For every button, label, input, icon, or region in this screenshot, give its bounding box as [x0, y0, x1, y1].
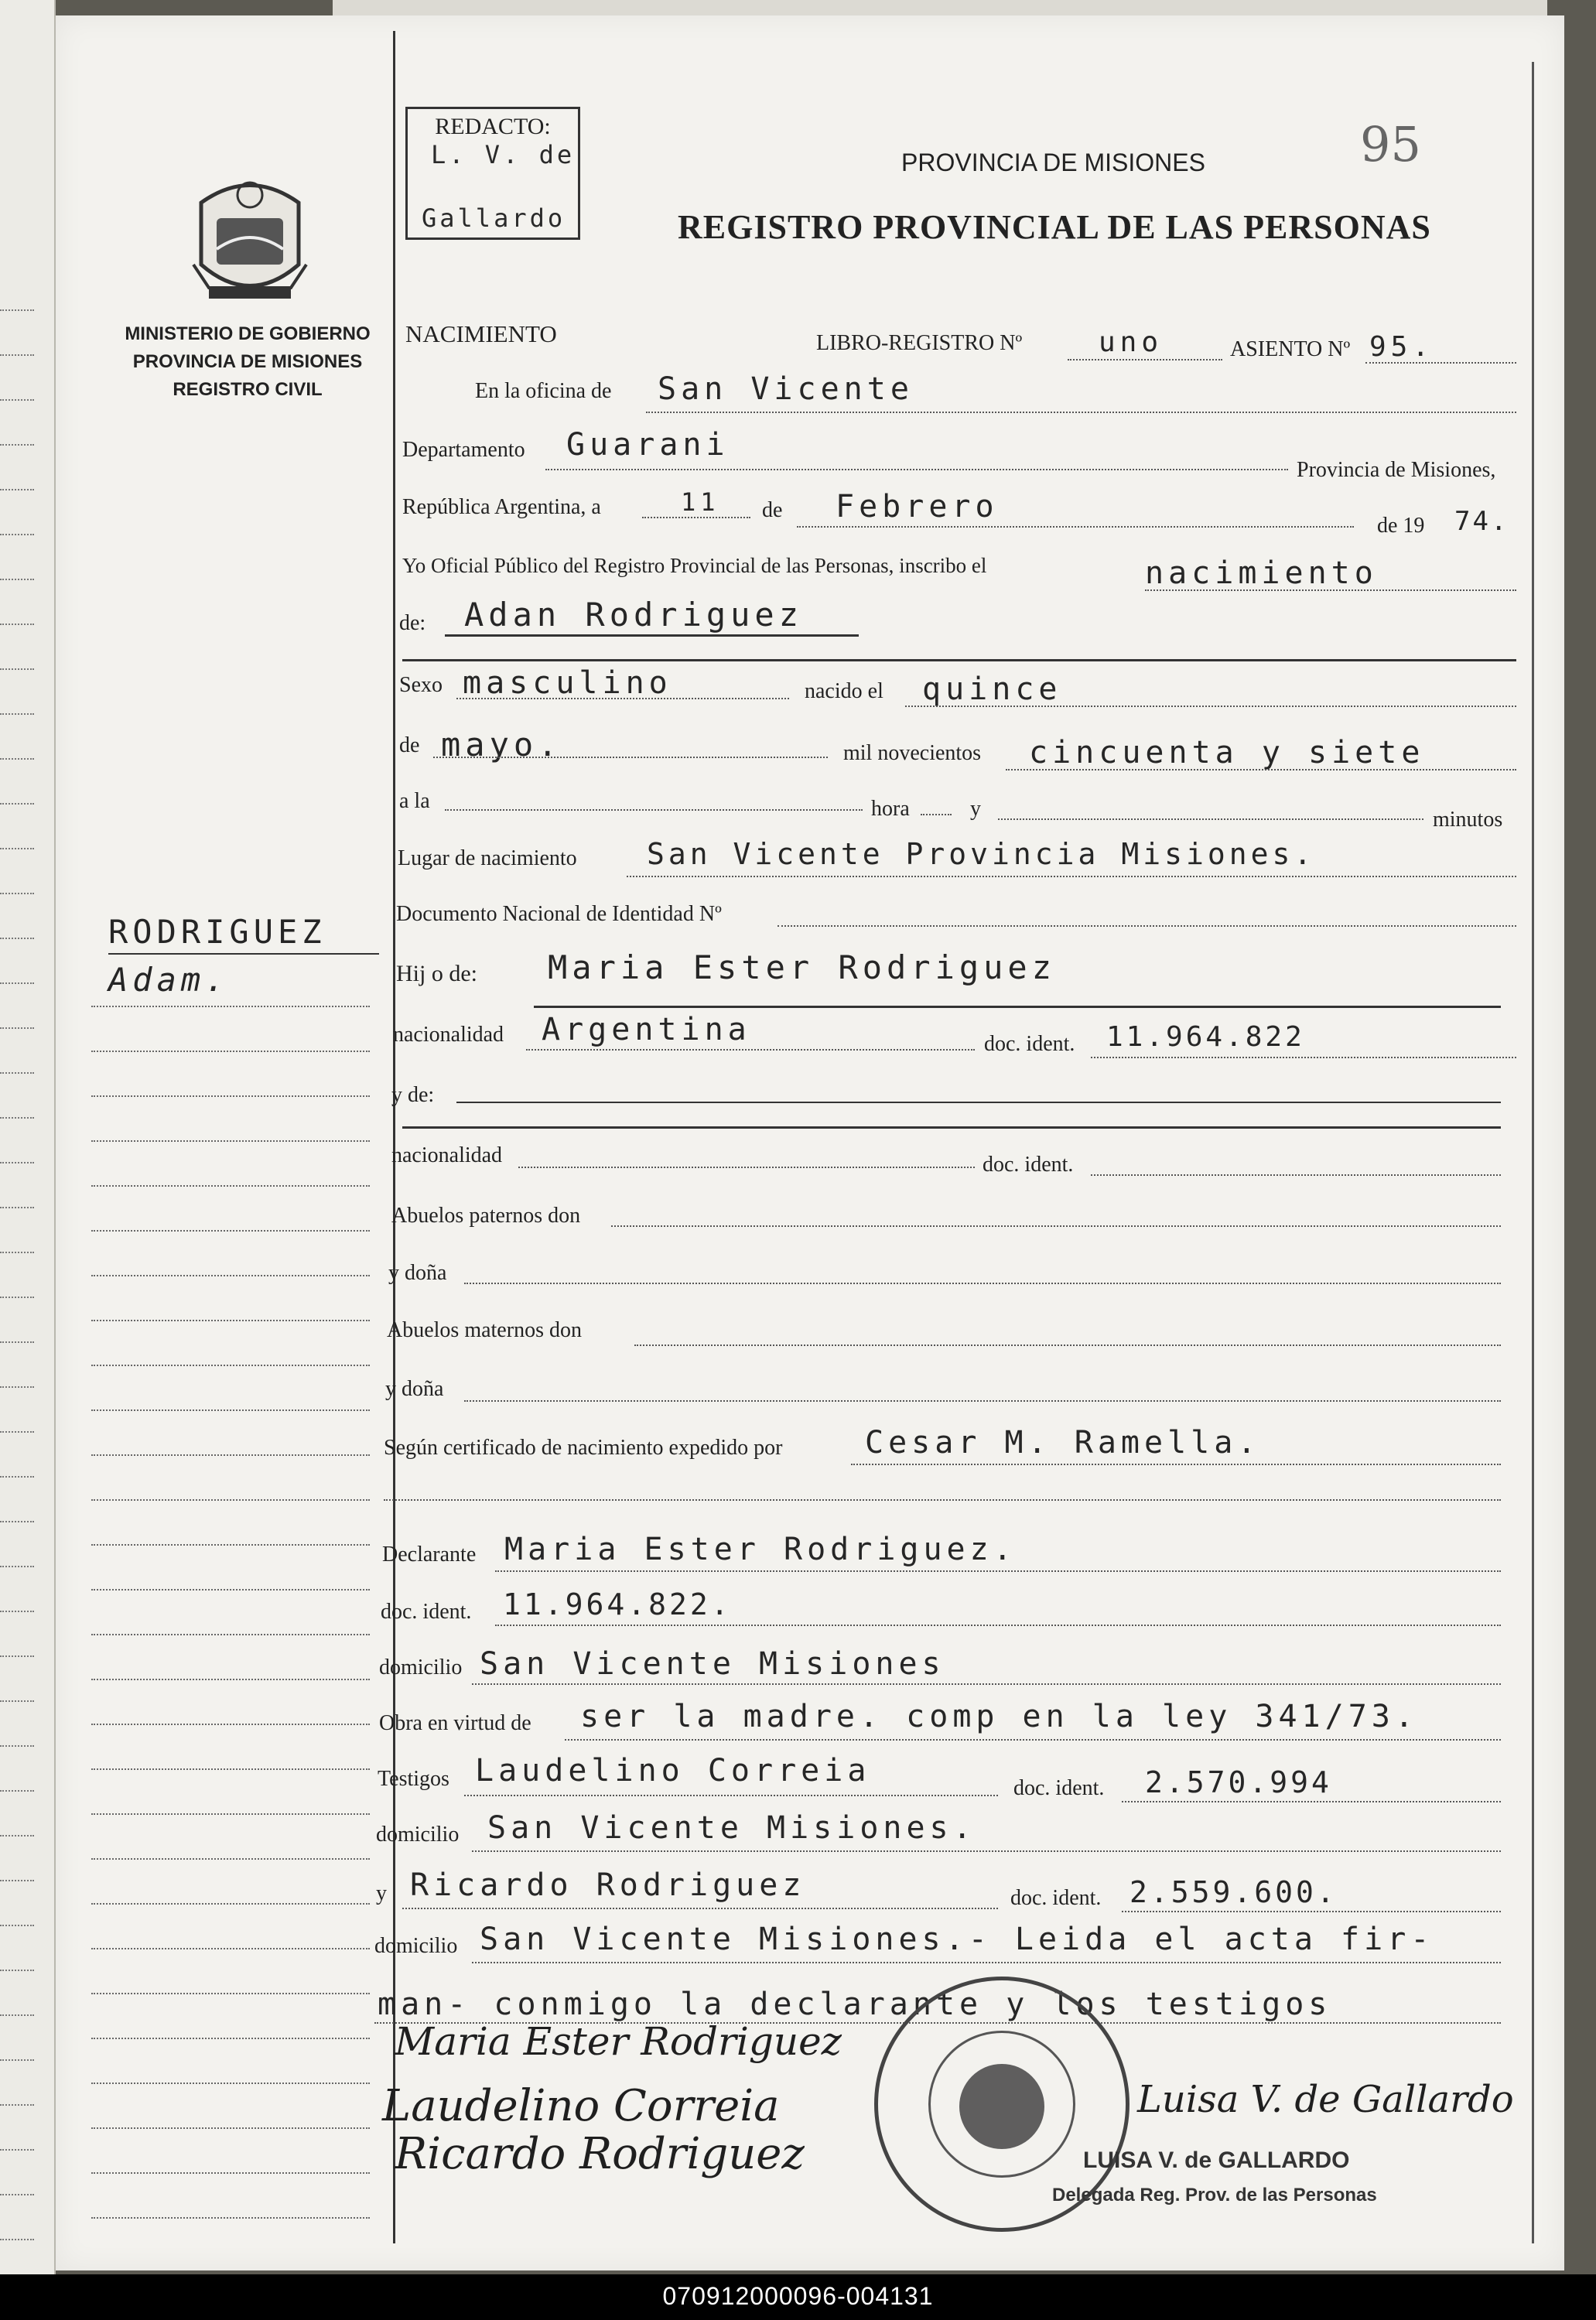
anio-nac-dots — [1006, 769, 1516, 770]
mes-value: Febrero — [836, 489, 999, 524]
oficina-label: En la oficina de — [475, 379, 612, 403]
obra-label: Obra en virtud de — [379, 1711, 531, 1735]
underlying-page-line — [0, 938, 34, 939]
margin-surname: RODRIGUEZ — [108, 913, 326, 951]
domicilio-value: San Vicente Misiones — [480, 1646, 945, 1682]
separator-line-2 — [402, 1126, 1501, 1129]
underlying-page-line — [0, 1835, 34, 1837]
underlying-page-line — [0, 1745, 34, 1747]
margin-ruled-line — [91, 1185, 370, 1187]
signature-testigo1: Laudelino Correia — [382, 2081, 780, 2131]
obra-dots — [565, 1739, 1501, 1741]
departamento-dots — [545, 469, 1288, 470]
testigo1-doc-dots — [1122, 1801, 1501, 1802]
underlying-page-line — [0, 534, 34, 535]
lugar-value: San Vicente Provincia Misiones. — [647, 837, 1316, 871]
margin-ruled-line — [91, 2217, 370, 2219]
margin-ruled-line — [91, 1634, 370, 1635]
decl-doc-dots — [495, 1625, 1501, 1626]
separator-line-1 — [402, 659, 1516, 661]
obra-value: ser la madre. comp en la ley 341/73. — [580, 1699, 1418, 1734]
typed-official-role: Delegada Reg. Prov. de las Personas — [1052, 2185, 1377, 2206]
madre-underline — [534, 1006, 1501, 1008]
record-type: NACIMIENTO — [405, 320, 557, 347]
underlying-page-line — [0, 2104, 34, 2106]
underlying-page-line — [0, 1297, 34, 1298]
y2-label: y — [376, 1881, 387, 1905]
testigo2-value: Ricardo Rodriguez — [410, 1867, 806, 1903]
testigo1-doc-label: doc. ident. — [1013, 1776, 1105, 1800]
mes-nac-dots — [433, 757, 828, 758]
underlying-page-line — [0, 354, 34, 356]
margin-ruled-line — [91, 1768, 370, 1770]
margin-ruled-line — [91, 1365, 370, 1366]
ministry-line1: MINISTERIO DE GOBIERNO — [125, 323, 371, 344]
margin-ruled-line — [91, 2172, 370, 2174]
declarante-label: Declarante — [382, 1543, 477, 1567]
underlying-page-line — [0, 444, 34, 446]
margin-ruled-line — [91, 1499, 370, 1501]
domicilio3-dots — [472, 1962, 1501, 1963]
anio-value: 74. — [1454, 506, 1509, 537]
underlying-page-line — [0, 1700, 34, 1702]
libro-value: uno — [1099, 326, 1164, 358]
nacionalidad-label: nacionalidad — [393, 1023, 504, 1047]
hora-dots — [921, 814, 952, 815]
domicilio2-label: domicilio — [376, 1823, 460, 1847]
inscribo-value: nacimiento — [1145, 555, 1378, 591]
anio-nac-value: cincuenta y siete — [1029, 735, 1425, 770]
oficina-value: San Vicente — [658, 371, 914, 407]
margin-ruled-line — [91, 1903, 370, 1905]
underlying-page-line — [0, 668, 34, 670]
underlying-page-line — [0, 1655, 34, 1657]
inscribo-dots — [1145, 589, 1516, 591]
a-la-label: a la — [399, 789, 430, 813]
minutos-label: minutos — [1433, 808, 1503, 832]
redacto-name-line1: L. V. de — [431, 140, 576, 169]
testigo1-doc-value: 2.570.994 — [1145, 1765, 1332, 1799]
y-de-label: y de: — [391, 1083, 435, 1107]
y-dona-dots — [464, 1283, 1501, 1284]
dia-value: 11 — [681, 487, 720, 517]
domicilio-dots — [472, 1683, 1501, 1685]
departamento-value: Guarani — [566, 427, 730, 463]
signature-testigo2: Ricardo Rodriguez — [395, 2129, 805, 2179]
nombre-value: Adan Rodriguez — [464, 596, 804, 634]
margin-ruled-line — [91, 1813, 370, 1815]
abuelos-paternos-dots — [611, 1225, 1501, 1227]
margin-ruled-line — [91, 2127, 370, 2129]
underlying-page-line — [0, 2059, 34, 2061]
underlying-page-line — [0, 1970, 34, 1971]
underlying-page-line — [0, 1117, 34, 1119]
underlying-page-line — [0, 1790, 34, 1792]
margin-ruled-line — [91, 1006, 370, 1007]
margin-ruled-line — [91, 1679, 370, 1680]
seal-emblem-icon — [959, 2064, 1044, 2149]
padre-line — [456, 1102, 1501, 1103]
libro-dots — [1068, 359, 1222, 360]
dni-dots — [777, 925, 1516, 927]
margin-ruled-line — [91, 1095, 370, 1097]
nacionalidad2-dots — [518, 1167, 975, 1168]
certificado-dots-2 — [384, 1499, 1501, 1501]
nombre-underline — [445, 634, 859, 637]
testigo2-doc-dots — [1122, 1911, 1501, 1912]
asiento-value: 95. — [1369, 331, 1434, 363]
abuelos-paternos-label: Abuelos paternos don — [391, 1204, 581, 1228]
underlying-page-line — [0, 2149, 34, 2151]
margin-ruled-line — [91, 1858, 370, 1860]
underlying-page-line — [0, 399, 34, 401]
underlying-page-line — [0, 1162, 34, 1163]
margin-ruled-line — [91, 1454, 370, 1456]
margin-given-name: Adam. — [108, 961, 230, 999]
redacto-name-line2: Gallardo — [422, 203, 566, 233]
underlying-page-line — [0, 1341, 34, 1343]
ministry-line2: PROVINCIA DE MISIONES — [132, 351, 363, 372]
decl-doc-value: 11.964.822. — [503, 1587, 732, 1621]
republica-label: República Argentina, a — [402, 495, 601, 519]
typed-official-name: LUISA V. de GALLARDO — [1083, 2147, 1350, 2173]
nacido-value: quince — [922, 671, 1062, 707]
underlying-page-line — [0, 1027, 34, 1029]
doc-ident2-label: doc. ident. — [983, 1153, 1074, 1177]
testigo1-value: Laudelino Correia — [475, 1753, 871, 1789]
libro-label: LIBRO-REGISTRO Nº — [816, 331, 1023, 355]
underlying-page-line — [0, 1611, 34, 1612]
underlying-page-line — [0, 1207, 34, 1208]
abuelos-maternos-label: Abuelos maternos don — [387, 1318, 582, 1342]
declarante-value: Maria Ester Rodriguez. — [504, 1532, 1017, 1567]
margin-ruled-line — [91, 2083, 370, 2084]
right-border-rule — [1532, 62, 1534, 2243]
lugar-dots — [627, 876, 1516, 877]
underlying-page-line — [0, 1431, 34, 1433]
hora-label: hora — [871, 797, 910, 821]
abuelos-maternos-dots — [634, 1345, 1501, 1346]
dia-dots — [642, 517, 750, 518]
madre-value: Maria Ester Rodriguez — [548, 948, 1057, 986]
underlying-page-line — [0, 2194, 34, 2195]
madre-doc-dots — [1091, 1057, 1516, 1058]
nacionalidad-value: Argentina — [542, 1012, 751, 1047]
underlying-page-line — [0, 1386, 34, 1388]
margin-ruled-line — [91, 1275, 370, 1276]
asiento-label: ASIENTO Nº — [1230, 337, 1351, 361]
y-label: y — [970, 797, 981, 821]
folio-number: 95 — [1360, 116, 1421, 173]
testigo2-doc-value: 2.559.600. — [1130, 1875, 1338, 1909]
nacido-dots — [905, 706, 1516, 707]
province-title: PROVINCIA DE MISIONES — [901, 149, 1205, 176]
lugar-label: Lugar de nacimiento — [398, 846, 577, 870]
mes-nac-value: mayo. — [441, 726, 562, 764]
underlying-page-line — [0, 1072, 34, 1074]
document-id: 070912000096-004131 — [662, 2282, 934, 2310]
underlying-page-line — [0, 1521, 34, 1522]
certificado-value: Cesar M. Ramella. — [865, 1425, 1261, 1461]
domicilio3-value: San Vicente Misiones.- Leida el acta fir- — [480, 1922, 1434, 1957]
underlying-page-line — [0, 848, 34, 849]
nacido-label: nacido el — [805, 679, 883, 703]
margin-ruled-line — [91, 1993, 370, 1994]
margin-ruled-line — [91, 1230, 370, 1232]
decl-doc-label: doc. ident. — [381, 1600, 472, 1624]
asiento-dots — [1365, 362, 1516, 364]
province-crest-icon — [186, 172, 314, 305]
ministry-line3: REGISTRO CIVIL — [173, 379, 323, 400]
oficial-text: Yo Oficial Público del Registro Provincial de las Personas, inscribo el — [402, 554, 987, 577]
underlying-page — [0, 0, 56, 2274]
certificado-dots — [851, 1464, 1501, 1465]
departamento-label: Departamento — [402, 438, 525, 462]
underlying-page-line — [0, 713, 34, 715]
oficina-dots — [646, 412, 1516, 413]
domicilio3-label: domicilio — [374, 1934, 458, 1958]
declarante-dots — [495, 1570, 1501, 1572]
y-dona2-label: y doña — [385, 1377, 444, 1401]
underlying-page-line — [0, 624, 34, 625]
margin-ruled-line — [91, 2038, 370, 2039]
mes-dots — [797, 526, 1354, 528]
signature-oficial: Luisa V. de Gallardo — [1137, 2078, 1514, 2121]
redacto-label: REDACTO: — [435, 114, 551, 139]
y-dona-label: y doña — [388, 1261, 447, 1285]
provincia-suffix: Provincia de Misiones, — [1297, 458, 1496, 482]
testigos-label: Testigos — [378, 1767, 449, 1791]
underlying-page-line — [0, 1880, 34, 1881]
y-dona2-dots — [464, 1400, 1501, 1402]
margin-ruled-line — [91, 1544, 370, 1546]
margin-ruled-line — [91, 1140, 370, 1142]
doc-ident2-dots — [1091, 1174, 1501, 1176]
sexo-label: Sexo — [399, 673, 443, 697]
sexo-value: masculino — [463, 665, 672, 701]
registry-title: REGISTRO PROVINCIAL DE LAS PERSONAS — [678, 208, 1431, 246]
underlying-page-line — [0, 579, 34, 580]
margin-ruled-line — [91, 1409, 370, 1411]
hijo-label: Hij o de: — [396, 961, 477, 986]
dni-label: Documento Nacional de Identidad Nº — [396, 902, 722, 926]
underlying-page-line — [0, 803, 34, 805]
nacionalidad-dots — [526, 1049, 975, 1051]
underlying-page-line — [0, 758, 34, 760]
underlying-page-line — [0, 982, 34, 984]
certificado-label: Según certificado de nacimiento expedido por — [384, 1436, 783, 1460]
margin-surname-underline — [108, 953, 379, 955]
doc-ident-label: doc. ident. — [984, 1032, 1075, 1056]
minutos-dots — [998, 818, 1423, 820]
de2-label: de: — [399, 611, 426, 635]
nacionalidad2-label: nacionalidad — [391, 1143, 503, 1167]
domicilio2-dots — [472, 1850, 1501, 1852]
domicilio-label: domicilio — [379, 1655, 463, 1679]
de3-label: de — [399, 733, 420, 757]
underlying-page-line — [0, 1252, 34, 1253]
margin-ruled-line — [91, 1724, 370, 1725]
underlying-page-line — [0, 1566, 34, 1567]
domicilio2-value: San Vicente Misiones. — [487, 1810, 976, 1846]
margin-rule — [393, 31, 395, 2243]
continuacion-value: man- conmigo la declarante y los testigos — [378, 1987, 1332, 2022]
underlying-page-line — [0, 309, 34, 311]
a-la-dots — [445, 809, 863, 811]
underlying-page-line — [0, 893, 34, 894]
margin-ruled-line — [91, 1948, 370, 1949]
anio-label: de 19 — [1377, 514, 1425, 538]
underlying-page-line — [0, 489, 34, 490]
ministry-block — [108, 320, 387, 404]
madre-doc-value: 11.964.822 — [1106, 1021, 1305, 1053]
margin-ruled-line — [91, 1320, 370, 1321]
margin-ruled-line — [91, 1051, 370, 1052]
mil-label: mil novecientos — [843, 741, 982, 765]
margin-ruled-line — [91, 1589, 370, 1591]
underlying-page-line — [0, 2014, 34, 2016]
testigo2-dots — [402, 1908, 998, 1909]
signature-declarante: Maria Ester Rodriguez — [395, 2019, 842, 2064]
sexo-dots — [456, 698, 789, 699]
underlying-page-line — [0, 1925, 34, 1926]
testigo1-dots — [464, 1795, 998, 1796]
underlying-page-line — [0, 1476, 34, 1478]
redacto-stamp — [405, 107, 580, 240]
testigo2-doc-label: doc. ident. — [1010, 1886, 1102, 1910]
underlying-page-line — [0, 2239, 34, 2240]
de-label: de — [762, 498, 783, 522]
